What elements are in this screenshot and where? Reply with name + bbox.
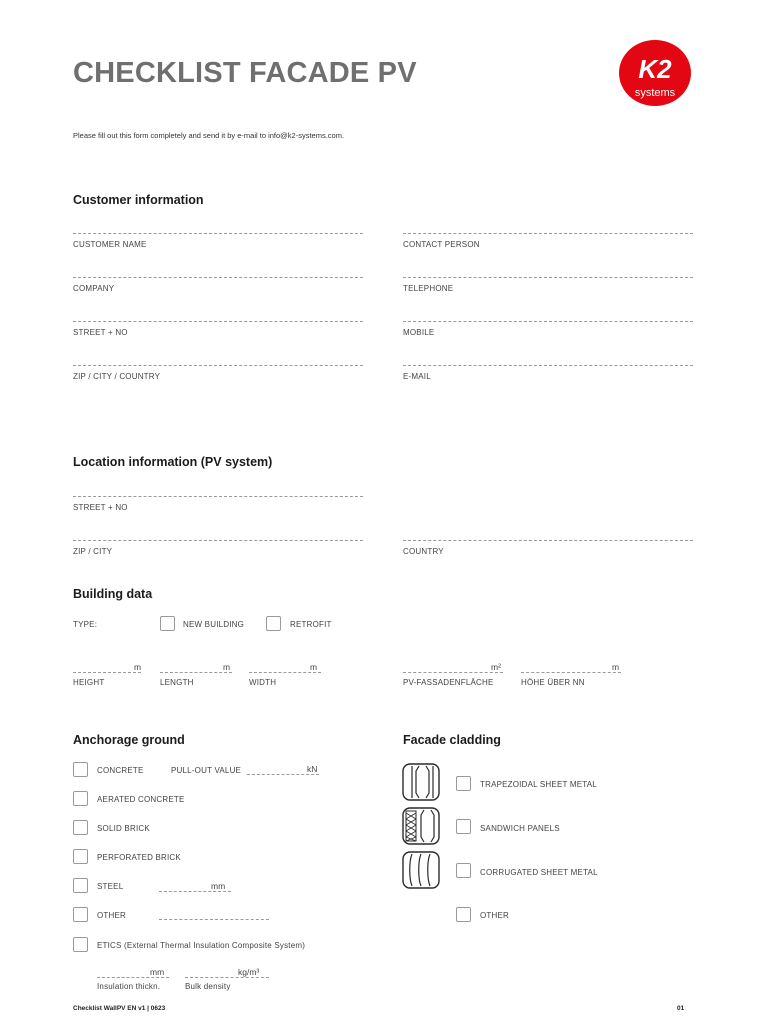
density-label: Bulk density xyxy=(185,982,231,991)
building-type-label: TYPE: xyxy=(73,620,98,629)
concrete-checkbox[interactable] xyxy=(73,762,88,777)
customer-name-field[interactable] xyxy=(73,233,363,234)
density-field[interactable] xyxy=(185,977,269,978)
street-field[interactable] xyxy=(73,321,363,322)
retrofit-checkbox[interactable] xyxy=(266,616,281,631)
steel-field[interactable] xyxy=(159,891,231,892)
steel-checkbox[interactable] xyxy=(73,878,88,893)
sandwich-label: SANDWICH PANELS xyxy=(480,824,560,833)
logo-brand-bottom: systems xyxy=(634,87,676,99)
aerated-concrete-checkbox[interactable] xyxy=(73,791,88,806)
width-label: WIDTH xyxy=(249,678,277,687)
anchorage-heading: Anchorage ground xyxy=(73,733,185,747)
trapezoidal-checkbox[interactable] xyxy=(456,776,471,791)
contact-person-label: CONTACT PERSON xyxy=(403,240,480,249)
etics-label: ETICS (External Thermal Insulation Composite System) xyxy=(97,941,306,950)
logo-brand-top: K2 xyxy=(638,54,672,84)
location-country-label: COUNTRY xyxy=(403,547,444,556)
location-zip-city-label: ZIP / CITY xyxy=(73,547,113,556)
company-label: COMPANY xyxy=(73,284,115,293)
retrofit-label: RETROFIT xyxy=(290,620,332,629)
solid-brick-checkbox[interactable] xyxy=(73,820,88,835)
telephone-label: TELEPHONE xyxy=(403,284,454,293)
sandwich-panel-icon xyxy=(402,807,440,845)
zip-city-country-label: ZIP / CITY / COUNTRY xyxy=(73,372,161,381)
altitude-field[interactable] xyxy=(521,672,621,673)
contact-person-field[interactable] xyxy=(403,233,693,234)
length-unit: m xyxy=(223,662,231,672)
perforated-brick-checkbox[interactable] xyxy=(73,849,88,864)
pullout-label: PULL-OUT VALUE xyxy=(171,766,242,775)
anchorage-other-label: OTHER xyxy=(97,911,126,920)
pv-area-field[interactable] xyxy=(403,672,503,673)
intro-text: Please fill out this form completely and send it by e-mail to info@k2-systems.com. xyxy=(73,131,345,140)
corrugated-sheet-icon xyxy=(402,851,440,889)
mobile-label: MOBILE xyxy=(403,328,435,337)
street-label: STREET + NO xyxy=(73,328,128,337)
sandwich-checkbox[interactable] xyxy=(456,819,471,834)
company-field[interactable] xyxy=(73,277,363,278)
email-label: E-MAIL xyxy=(403,372,431,381)
solid-brick-label: SOLID BRICK xyxy=(97,824,150,833)
height-label: HEIGHT xyxy=(73,678,105,687)
cladding-other-checkbox[interactable] xyxy=(456,907,471,922)
corrugated-checkbox[interactable] xyxy=(456,863,471,878)
length-label: LENGTH xyxy=(160,678,194,687)
email-field[interactable] xyxy=(403,365,693,366)
zip-city-country-field[interactable] xyxy=(73,365,363,366)
altitude-label: HÖHE ÜBER NN xyxy=(521,678,585,687)
altitude-unit: m xyxy=(612,662,620,672)
mobile-field[interactable] xyxy=(403,321,693,322)
footer-page-number: 01 xyxy=(677,1005,685,1012)
steel-unit: mm xyxy=(211,881,226,891)
customer-name-label: CUSTOMER NAME xyxy=(73,240,147,249)
insulation-label: Insulation thickn. xyxy=(97,982,161,991)
location-street-field[interactable] xyxy=(73,496,363,497)
height-field[interactable] xyxy=(73,672,141,673)
insulation-unit: mm xyxy=(150,967,165,977)
anchorage-other-checkbox[interactable] xyxy=(73,907,88,922)
telephone-field[interactable] xyxy=(403,277,693,278)
aerated-concrete-label: AERATED CONCRETE xyxy=(97,795,185,804)
footer-doc-id: Checklist WallPV EN v1 | 0623 xyxy=(73,1005,166,1012)
pv-area-label: PV-FASSADENFLÄCHE xyxy=(403,678,494,687)
trapezoidal-sheet-icon xyxy=(402,763,440,801)
length-field[interactable] xyxy=(160,672,232,673)
trapezoidal-label: TRAPEZOIDAL SHEET METAL xyxy=(480,780,597,789)
etics-checkbox[interactable] xyxy=(73,937,88,952)
anchorage-other-field[interactable] xyxy=(159,919,269,920)
perforated-brick-label: PERFORATED BRICK xyxy=(97,853,181,862)
height-unit: m xyxy=(134,662,142,672)
pullout-unit: kN xyxy=(307,764,318,774)
cladding-other-label: OTHER xyxy=(480,911,509,920)
k2-systems-logo xyxy=(612,38,698,108)
location-heading: Location information (PV system) xyxy=(73,455,273,469)
new-building-label: NEW BUILDING xyxy=(183,620,245,629)
location-zip-city-field[interactable] xyxy=(73,540,363,541)
customer-heading: Customer information xyxy=(73,193,204,207)
location-country-field[interactable] xyxy=(403,540,693,541)
density-unit: kg/m³ xyxy=(238,967,260,977)
location-street-label: STREET + NO xyxy=(73,503,128,512)
pv-area-unit: m² xyxy=(491,662,501,672)
page-title: CHECKLIST FACADE PV xyxy=(73,57,417,89)
width-field[interactable] xyxy=(249,672,321,673)
insulation-field[interactable] xyxy=(97,977,169,978)
corrugated-label: CORRUGATED SHEET METAL xyxy=(480,868,598,877)
steel-label: STEEL xyxy=(97,882,124,891)
width-unit: m xyxy=(310,662,318,672)
cladding-heading: Facade cladding xyxy=(403,733,501,747)
building-heading: Building data xyxy=(73,587,153,601)
pullout-field[interactable] xyxy=(247,774,319,775)
new-building-checkbox[interactable] xyxy=(160,616,175,631)
concrete-label: CONCRETE xyxy=(97,766,144,775)
